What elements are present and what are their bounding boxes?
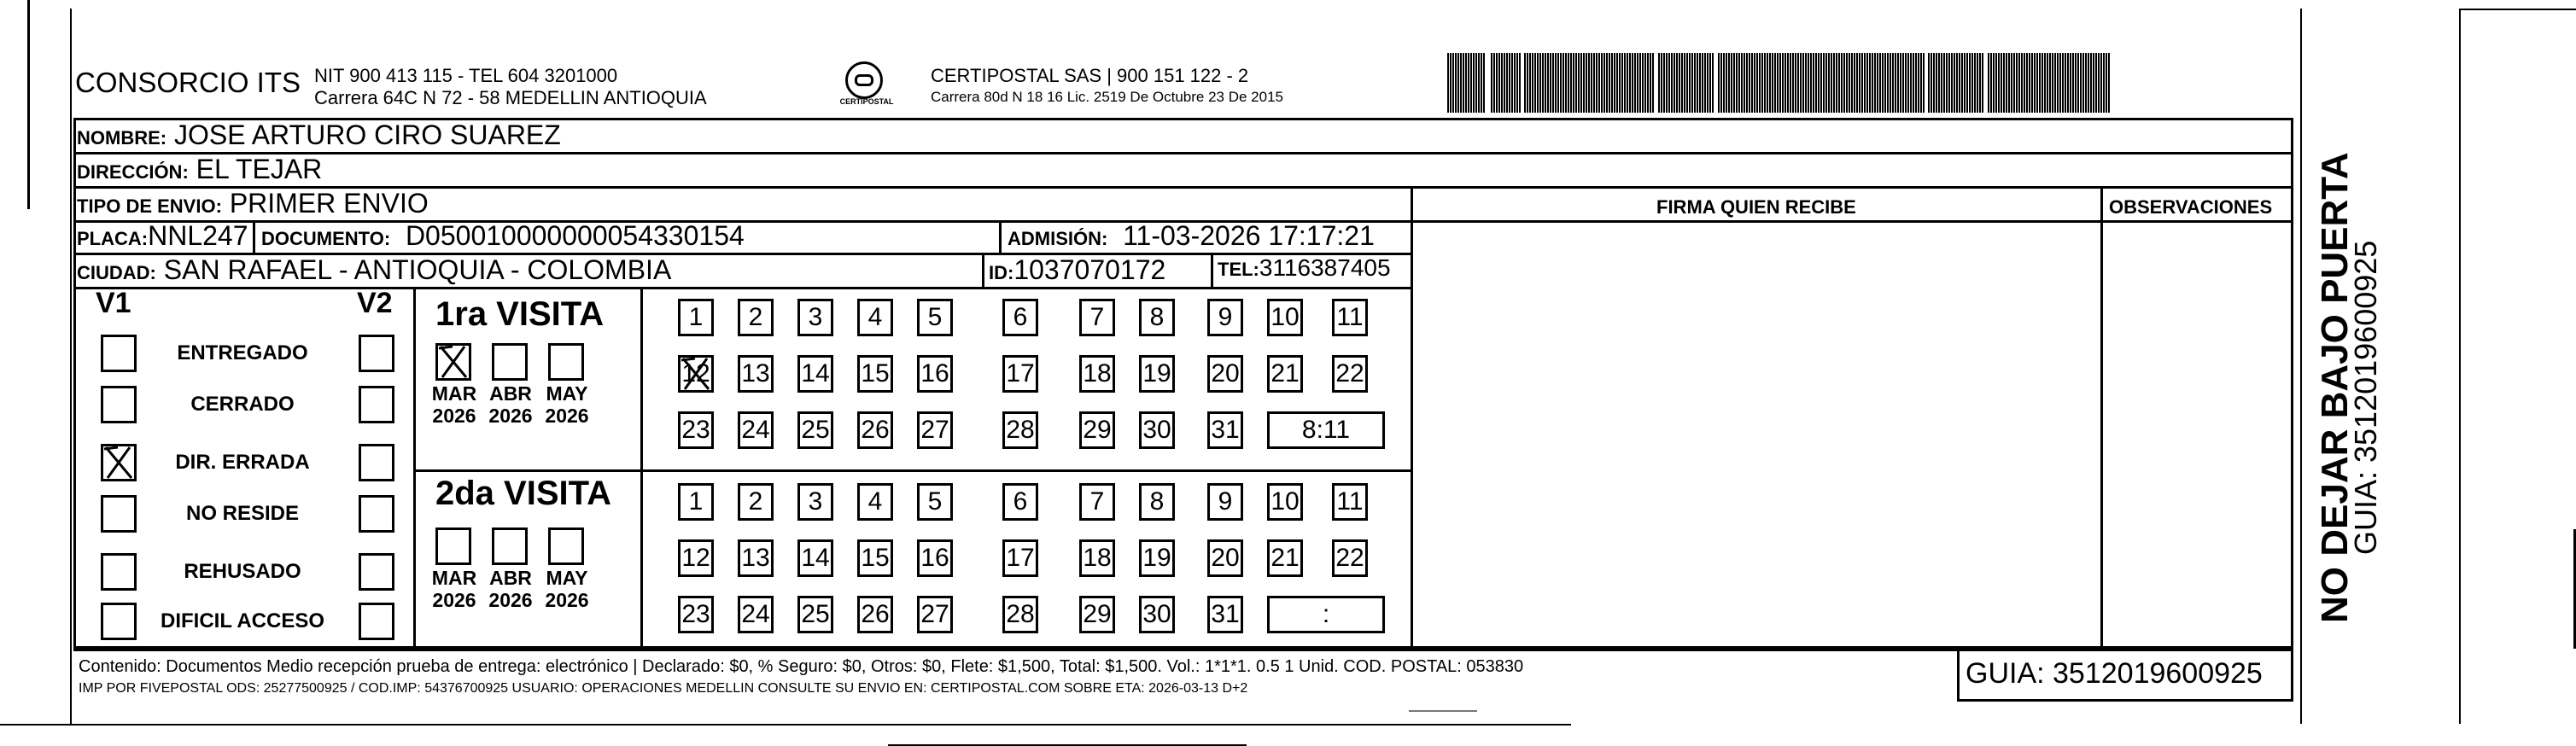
status-label: CERRADO [190, 393, 295, 416]
day-box[interactable]: 8 [1139, 483, 1175, 521]
day-box[interactable]: 15 [857, 355, 893, 393]
day-box[interactable]: 22 [1332, 539, 1368, 577]
v1-checkbox[interactable] [101, 386, 137, 423]
logo-text: CERTIPOSTAL [839, 97, 894, 106]
day-box[interactable]: 31 [1207, 596, 1243, 633]
v2-checkbox[interactable] [359, 553, 394, 591]
status-label: ENTREGADO [177, 341, 308, 364]
day-box[interactable]: 26 [857, 411, 893, 449]
row-divider [1411, 220, 2293, 223]
day-box[interactable]: 25 [797, 411, 833, 449]
nombre-row: NOMBRE: JOSE ARTURO CIRO SUAREZ [77, 119, 561, 150]
day-box[interactable]: 12 [678, 539, 714, 577]
x-mark-icon [678, 355, 714, 393]
footer-line2: IMP POR FIVEPOSTAL ODS: 25277500925 / COD.IMP: 54376700925 USUARIO: OPERACIONES MEDELLIN CONSULTE SU ENVIO EN: CERTIPOSTAL.COM SOBRE ETA: 2026-03-13 D+2 [79, 681, 1248, 696]
footer-line1: Contenido: Documentos Medio recepción prueba de entrega: electrónico | Declarado: $0, % Seguro: $0, Otros: $0, Flete: $1,500, Total: $1,500. Vol.: 1*1*1. 0.5 1 Unid. COD. POSTAL: 053830 [79, 657, 1524, 676]
day-box[interactable]: 13 [738, 355, 774, 393]
certipostal-line2: Carrera 80d N 18 16 Lic. 2519 De Octubre 23 De 2015 [931, 89, 1283, 105]
status-label: DIR. ERRADA [175, 451, 310, 474]
footer-guia: GUIA: 3512019600925 [1966, 657, 2263, 690]
ciudad-cell: CIUDAD: SAN RAFAEL - ANTIOQUIA - COLOMBIA [77, 254, 672, 285]
day-box[interactable]: 27 [917, 596, 953, 633]
day-box[interactable]: 4 [857, 299, 893, 336]
col-divider [640, 287, 643, 649]
day-box[interactable]: 5 [917, 483, 953, 521]
v2-label: V2 [357, 287, 393, 319]
second-visit-title: 2da VISITA [435, 475, 611, 512]
day-box[interactable]: 26 [857, 596, 893, 633]
first-visit-title: 1ra VISITA [435, 295, 605, 333]
day-box[interactable]: 3 [797, 483, 833, 521]
day-box[interactable]: 10 [1267, 483, 1303, 521]
day-box[interactable]: 31 [1207, 411, 1243, 449]
v2-checkbox[interactable] [359, 603, 394, 640]
day-box[interactable]: 21 [1267, 539, 1303, 577]
day-box[interactable]: 16 [917, 539, 953, 577]
col-divider [982, 253, 984, 287]
month-label: ABR 2026 [488, 567, 533, 611]
day-box[interactable]: 19 [1139, 355, 1175, 393]
day-box[interactable]: 19 [1139, 539, 1175, 577]
day-box[interactable]: 10 [1267, 299, 1303, 336]
day-box[interactable]: 24 [738, 411, 774, 449]
day-box[interactable]: 7 [1079, 483, 1115, 521]
month-checkbox[interactable] [548, 343, 584, 381]
day-box[interactable]: 28 [1002, 411, 1038, 449]
day-box[interactable]: 11 [1332, 483, 1368, 521]
day-box[interactable]: 1 [678, 299, 714, 336]
day-box[interactable]: 20 [1207, 355, 1243, 393]
month-checkbox[interactable] [435, 527, 471, 565]
day-box[interactable]: 28 [1002, 596, 1038, 633]
v1-checkbox[interactable] [101, 444, 137, 481]
x-mark-icon [101, 444, 137, 481]
col-divider [253, 220, 255, 254]
ciudad-value: SAN RAFAEL - ANTIOQUIA - COLOMBIA [163, 254, 672, 285]
placa-value: NNL247 [148, 220, 248, 251]
placa-cell: PLACA:NNL247 [77, 220, 248, 251]
tel-cell: TEL:3116387405 [1218, 254, 1391, 281]
col-divider [999, 220, 1002, 254]
month-label: MAY 2026 [545, 382, 589, 427]
observaciones-header: OBSERVACIONES [2109, 196, 2273, 218]
x-mark-icon [435, 343, 471, 381]
cut-line [27, 0, 30, 209]
day-box[interactable]: 29 [1079, 596, 1115, 633]
day-box[interactable]: 24 [738, 596, 774, 633]
v2-checkbox[interactable] [359, 335, 394, 372]
day-box[interactable]: 15 [857, 539, 893, 577]
day-box[interactable]: 18 [1079, 355, 1115, 393]
day-box[interactable]: 1 [678, 483, 714, 521]
form-inner-edge [2300, 9, 2302, 724]
company-name: CONSORCIO ITS [75, 67, 301, 98]
day-box[interactable]: 16 [917, 355, 953, 393]
month-label: MAY 2026 [545, 567, 589, 611]
side-warning: NO DEJAR BAJO PUERTA [2314, 152, 2356, 623]
side-guia: GUIA: 3512019600925 [2348, 240, 2383, 555]
v1-label: V1 [96, 287, 131, 319]
v1-checkbox[interactable] [101, 603, 137, 640]
month-checkbox[interactable] [492, 527, 528, 565]
form-right-edge [2459, 9, 2461, 724]
col-divider [1411, 186, 1413, 649]
admision-cell: ADMISIÓN: 11-03-2026 17:17:21 [1008, 220, 1375, 251]
col-divider [2100, 186, 2103, 649]
barcode [1445, 53, 2128, 113]
status-label: NO RESIDE [185, 502, 300, 525]
day-box[interactable]: 6 [1002, 483, 1038, 521]
direccion-row: DIRECCIÓN: EL TEJAR [77, 154, 323, 184]
day-box[interactable]: 18 [1079, 539, 1115, 577]
day-box[interactable]: 27 [917, 411, 953, 449]
day-box[interactable]: 23 [678, 596, 714, 633]
form-left-edge [70, 9, 72, 726]
time-box[interactable]: : [1267, 596, 1385, 633]
documento-cell: DOCUMENTO: D050010000000054330154 [261, 220, 745, 251]
day-box[interactable]: 2 [738, 299, 774, 336]
status-label: REHUSADO [184, 560, 301, 583]
company-nit: NIT 900 413 115 - TEL 604 3201000 [314, 65, 618, 86]
day-box[interactable]: 14 [797, 355, 833, 393]
tipo-value: PRIMER ENVIO [229, 188, 429, 219]
month-checkbox[interactable] [548, 527, 584, 565]
col-divider [1211, 253, 1213, 287]
col-divider [413, 287, 416, 649]
day-box[interactable]: 14 [797, 539, 833, 577]
cut-line [2459, 9, 2576, 10]
day-box[interactable]: 9 [1207, 483, 1243, 521]
v1-checkbox[interactable] [101, 553, 137, 591]
day-box[interactable]: 3 [797, 299, 833, 336]
day-box[interactable]: 25 [797, 596, 833, 633]
day-box[interactable]: 5 [917, 299, 953, 336]
day-box[interactable]: 22 [1332, 355, 1368, 393]
day-box[interactable]: 20 [1207, 539, 1243, 577]
cut-line [0, 724, 1571, 726]
certipostal-logo [845, 61, 883, 99]
day-box[interactable]: 13 [738, 539, 774, 577]
day-box[interactable]: 30 [1139, 411, 1175, 449]
v2-checkbox[interactable] [359, 444, 394, 481]
month-checkbox[interactable] [492, 343, 528, 381]
month-label: ABR 2026 [488, 382, 533, 427]
visit-divider [413, 469, 1411, 472]
v2-checkbox[interactable] [359, 386, 394, 423]
time-box[interactable]: 8:11 [1267, 411, 1385, 449]
scan-mark [1409, 710, 1477, 712]
row-divider [73, 152, 2293, 154]
tipo-row: TIPO DE ENVIO: PRIMER ENVIO [77, 188, 429, 219]
firma-header: FIRMA QUIEN RECIBE [1656, 196, 1856, 218]
nombre-value: JOSE ARTURO CIRO SUAREZ [174, 119, 561, 150]
day-box[interactable]: 23 [678, 411, 714, 449]
month-checkbox[interactable] [435, 343, 471, 381]
status-label: DIFICIL ACCESO [160, 609, 324, 632]
day-box[interactable]: 8 [1139, 299, 1175, 336]
v2-checkbox[interactable] [359, 495, 394, 533]
day-box[interactable]: 9 [1207, 299, 1243, 336]
day-box[interactable]: 11 [1332, 299, 1368, 336]
day-box[interactable]: 21 [1267, 355, 1303, 393]
month-label: MAR 2026 [431, 567, 477, 611]
day-box[interactable]: 7 [1079, 299, 1115, 336]
day-box[interactable]: 12 [678, 355, 714, 393]
tel-value: 3116387405 [1259, 254, 1391, 281]
id-value: 1037070172 [1013, 254, 1166, 285]
admision-value: 11-03-2026 17:17:21 [1123, 220, 1375, 251]
day-box[interactable]: 4 [857, 483, 893, 521]
v1-checkbox[interactable] [101, 495, 137, 533]
day-box[interactable]: 6 [1002, 299, 1038, 336]
direccion-value: EL TEJAR [196, 154, 323, 184]
id-cell: ID:1037070172 [989, 254, 1166, 285]
row-divider [73, 287, 1411, 289]
documento-value: D050010000000054330154 [405, 220, 745, 251]
day-box[interactable]: 30 [1139, 596, 1175, 633]
day-box[interactable]: 17 [1002, 539, 1038, 577]
v1-checkbox[interactable] [101, 335, 137, 372]
company-address: Carrera 64C N 72 - 58 MEDELLIN ANTIOQUIA [314, 87, 707, 108]
day-box[interactable]: 29 [1079, 411, 1115, 449]
day-box[interactable]: 17 [1002, 355, 1038, 393]
day-box[interactable]: 2 [738, 483, 774, 521]
month-label: MAR 2026 [431, 382, 477, 427]
certipostal-line1: CERTIPOSTAL SAS | 900 151 122 - 2 [931, 65, 1249, 86]
